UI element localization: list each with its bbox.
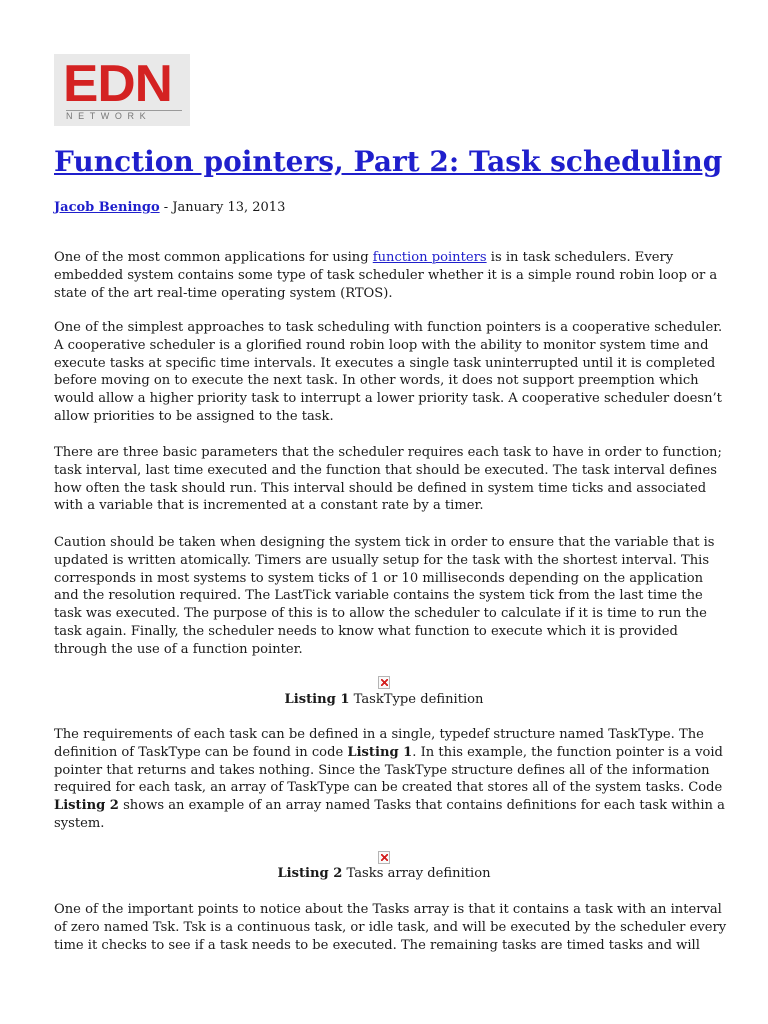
paragraph-tasks-array — [54, 901, 727, 954]
text-line: execute tasks at specific time intervals. It executes a single task uninterrupted until it is completed — [54, 355, 716, 371]
text-line: state of the art real-time operating system (RTOS). — [54, 285, 393, 301]
text-line: system. — [54, 815, 105, 831]
listing-ref: Listing 2 — [54, 798, 119, 814]
text-line: task interval, last time executed and the function that should be executed. The task interval defines — [54, 462, 717, 478]
text-line: The requirements of each task can be defined in a single, typedef structure named TaskType. The — [54, 727, 704, 742]
text-line: embedded system contains some type of task scheduler whether it is a simple round robin loop or a — [54, 267, 718, 283]
publish-date: January 13, 2013 — [172, 200, 286, 215]
text-line: task again. Finally, the scheduler needs to know what function to execute which it is provided — [54, 623, 678, 639]
text-line: A cooperative scheduler is a glorified round robin loop with the ability to monitor system time and — [54, 337, 709, 353]
listing-1-caption — [0, 691, 768, 709]
function-pointers-link[interactable]: function pointers — [372, 250, 487, 265]
byline — [54, 199, 285, 217]
text-line: Caution should be taken when designing the system tick in order to ensure that the variable that is — [54, 535, 715, 550]
logo-subtitle: NETWORK — [66, 110, 182, 121]
broken-image-icon — [378, 676, 390, 689]
text-line: task was executed. The purpose of this is to allow the scheduler to calculate if it is time to run the — [54, 606, 707, 622]
text-line: and the resolution required. The LastTick variable contains the system tick from the last time the — [54, 588, 703, 604]
text-line: how often the task should run. This interval should be defined in system time ticks and associated — [54, 480, 707, 496]
text-run: definition of TaskType can be found in code — [54, 744, 348, 760]
text-run: shows an example of an array named Tasks that contains definitions for each task within a — [118, 798, 725, 814]
caption-text: TaskType definition — [349, 692, 484, 707]
text-run: . In this example, the function pointer is a void — [412, 744, 723, 760]
text-line: with a variable that is incremented at a constant rate by a timer. — [54, 498, 484, 514]
text-line: There are three basic parameters that the scheduler requires each task to have in order to function; — [54, 445, 722, 460]
caption-label: Listing 2 — [277, 866, 343, 881]
logo-wordmark: EDN — [63, 55, 172, 113]
text-line: would allow a higher priority task to interrupt a lower priority task. A cooperative scheduler doesn’t — [54, 391, 722, 407]
paragraph-intro — [54, 249, 722, 302]
text-line: before moving on to execute the next task. In other words, it does not support preemption which — [54, 373, 699, 389]
caption-text: Tasks array definition — [342, 866, 491, 881]
text-line: of zero named Tsk. Tsk is a continuous task, or idle task, and will be executed by the scheduler every — [54, 919, 727, 935]
text-line: through the use of a function pointer. — [54, 641, 303, 657]
paragraph-system-tick — [54, 534, 722, 659]
author-link[interactable]: Jacob Beningo — [54, 200, 160, 215]
text-line: time it checks to see if a task needs to be executed. The remaining tasks are timed tasks and will — [54, 937, 700, 953]
byline-separator: - — [159, 200, 173, 215]
text-line: One of the simplest approaches to task scheduling with function pointers is a cooperative scheduler. — [54, 320, 723, 335]
text-run: is in task schedulers. Every — [486, 250, 674, 265]
text-line: corresponds in most systems to system ticks of 1 or 10 milliseconds depending on the application — [54, 570, 704, 586]
paragraph-cooperative-scheduler — [54, 319, 722, 426]
listing-ref: Listing 1 — [347, 744, 413, 760]
article-title[interactable]: Function pointers, Part 2: Task scheduling — [54, 145, 723, 178]
caption-label: Listing 1 — [284, 692, 350, 707]
paragraph-parameters — [54, 444, 722, 515]
text-line: allow priorities to be assigned to the task. — [54, 408, 334, 424]
text-line: required for each task, an array of TaskType can be created that stores all of the system tasks. Code — [54, 780, 723, 796]
text-run: One of the most common applications for using — [54, 250, 373, 265]
text-line: pointer that returns and takes nothing. Since the TaskType structure defines all of the information — [54, 762, 710, 778]
broken-image-icon — [378, 851, 390, 864]
text-line: updated is written atomically. Timers are usually setup for the task with the shortest interval. This — [54, 552, 710, 568]
edn-network-logo[interactable] — [54, 54, 190, 126]
paragraph-tasktype — [54, 726, 725, 833]
text-line: One of the important points to notice about the Tasks array is that it contains a task with an interval — [54, 902, 722, 917]
listing-2-caption — [0, 865, 768, 883]
